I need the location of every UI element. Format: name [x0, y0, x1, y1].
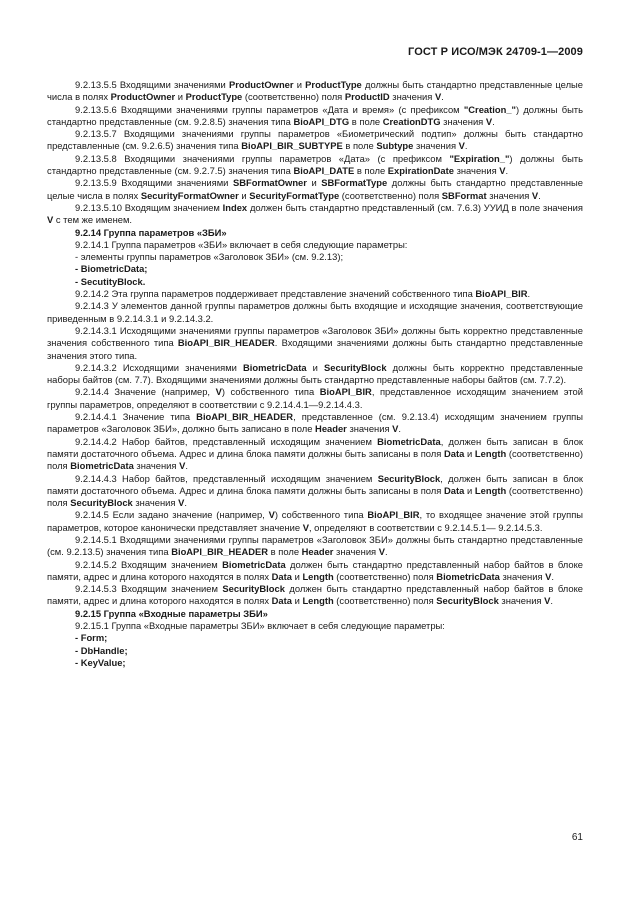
text-run: (соответственно) поля: [339, 189, 442, 201]
bold-term: BiometricData: [70, 460, 134, 472]
bold-term: - BiometricData;: [75, 263, 148, 275]
text-run: значения: [132, 497, 179, 509]
paragraph: [47, 263, 583, 275]
bold-term: Index: [222, 201, 248, 213]
text-run: ) собственного типа: [274, 509, 368, 521]
text-run: , представленное исходящим значением этой группы параметров, определяют в соответствии с 9.2.14.4.1—9.2.14.4.3.: [47, 386, 583, 410]
bold-term: SecurityBlock: [436, 595, 499, 607]
bold-term: V: [392, 423, 399, 435]
paragraph: [47, 79, 583, 104]
text-run: 9.2.13.5.7 Входящими значениями группы параметров «Биометрический подтип» должны быть стандартно представленные (см. 9.2.6.5) значения типа: [47, 128, 583, 152]
bold-term: V: [178, 497, 185, 509]
bold-term: ProductType: [185, 91, 243, 103]
bold-term: Length: [474, 447, 507, 459]
paragraph: [47, 288, 583, 300]
text-run: должны быть стандартно представленные целые числа в полях: [47, 79, 584, 103]
text-run: . Входящими значениями должны быть стандартно представленные значения этого типа.: [47, 337, 583, 361]
bold-term: SecurityFormatType: [249, 189, 340, 201]
text-run: (соответственно) поля: [47, 447, 583, 472]
bold-term: V: [544, 595, 551, 607]
bold-term: Length: [474, 484, 507, 496]
text-run: 9.2.14.5.1 Входящими значениями группы параметров «Заголовок ЗБИ» должны быть стандартно представленные (см. 9.2.13.5) значения типа: [47, 533, 583, 558]
text-run: значения: [413, 140, 459, 152]
text-run: (соответственно) поля: [47, 484, 583, 509]
paragraph: [47, 534, 583, 559]
bold-term: Data: [271, 595, 292, 607]
text-run: , определяют в соответствии с 9.2.14.5.1— 9.2.14.5.3.: [308, 521, 543, 533]
paragraph: [47, 509, 583, 534]
text-run: значения: [389, 91, 435, 103]
bold-term: ExpirationDate: [387, 165, 454, 177]
text-run: 9.2.14.4.1 Значение типа: [75, 411, 197, 423]
paragraph: [47, 362, 583, 387]
bold-term: Data: [444, 447, 465, 459]
text-run: значения: [440, 115, 486, 127]
paragraph: [47, 251, 583, 263]
paragraph: [47, 300, 583, 325]
text-run: 9.2.14.5 Если задано значение (например,: [75, 509, 269, 521]
bold-term: - SecutityBlock.: [75, 275, 146, 287]
text-run: 9.2.14.5.3 Входящим значением: [75, 583, 223, 595]
paragraph: [47, 645, 583, 657]
bold-term: SecurityBlock: [377, 472, 441, 484]
bold-term: SBFormatOwner: [232, 177, 307, 189]
bold-term: BioAPI_DATE: [293, 165, 355, 177]
text-run: .: [184, 497, 187, 509]
text-run: .: [550, 595, 553, 607]
text-run: значения: [486, 189, 532, 201]
bold-term: V: [179, 460, 186, 472]
text-run: должен быть стандартно представленный набор байтов в блоке памяти, адрес и длина которого находятся в полях: [47, 583, 583, 607]
text-run: и: [306, 361, 325, 373]
paragraph: [47, 632, 583, 644]
paragraph: [47, 559, 583, 584]
paragraph: [47, 153, 583, 178]
bold-term: BioAPI_BIR: [319, 386, 372, 398]
text-run: значения: [133, 460, 180, 472]
paragraph: [47, 657, 583, 669]
bold-term: V: [302, 521, 309, 533]
text-run: должны быть стандартно представленные целые числа в полях: [47, 177, 583, 201]
bold-term: "Expiration_": [449, 152, 510, 164]
text-run: и: [464, 484, 475, 496]
bold-term: ProductID: [344, 91, 390, 103]
bold-term: SecurityBlock: [324, 361, 387, 373]
bold-term: Subtype: [376, 140, 414, 152]
text-run: - элементы группы параметров «Заголовок ЗБИ» (см. 9.2.13);: [75, 251, 344, 263]
text-run: , представленное (см. 9.2.13.4) исходящим значением группы параметров «Заголовок ЗБИ», должно быть записано в поле: [47, 411, 583, 435]
bold-term: Data: [444, 484, 465, 496]
text-run: значения: [346, 423, 393, 435]
text-run: 9.2.14.3.2 Исходящими значениями: [75, 361, 243, 373]
bold-term: V: [485, 115, 493, 127]
text-run: в поле: [354, 165, 388, 177]
paragraph: [47, 177, 583, 202]
text-run: ) собственного типа: [221, 386, 320, 398]
text-run: .: [505, 165, 509, 177]
text-run: 9.2.14.2 Эта группа параметров поддерживает представление значений собственного типа: [75, 288, 476, 300]
bold-term: - Form;: [75, 632, 108, 644]
text-run: 9.2.13.5.10 Входящим значением: [75, 201, 223, 213]
text-run: с тем же именем.: [53, 214, 133, 226]
text-run: должен быть стандартно представленный набор байтов в блоке памяти, адрес и длина которого находятся в полях: [47, 558, 583, 582]
bold-term: Header: [301, 546, 334, 558]
paragraph: [47, 239, 583, 251]
paragraph: [47, 583, 583, 608]
document-body: [47, 79, 583, 669]
text-run: 9.2.14.3.1 Исходящими значениями группы параметров «Заголовок ЗБИ» должны быть корректно представленные значения собственного типа: [47, 324, 583, 349]
text-run: и: [291, 595, 303, 607]
text-run: 9.2.13.5.9 Входящими значениями: [75, 177, 233, 189]
bold-term: BiometricData: [377, 435, 441, 447]
text-run: 9.2.13.5.8 Входящими значениями группы параметров «Дата» (с префиксом: [75, 152, 450, 164]
bold-term: V: [545, 570, 552, 582]
text-run: 9.2.14.1 Группа параметров «ЗБИ» включает в себя следующие параметры:: [75, 238, 408, 250]
text-run: 9.2.14.5.2 Входящим значением: [75, 558, 223, 570]
bold-term: V: [378, 546, 386, 558]
bold-term: SecurityBlock: [70, 497, 133, 509]
bold-term: BioAPI_BIR_SUBTYPE: [241, 140, 343, 152]
bold-term: SecurityBlock: [222, 583, 285, 595]
text-run: в поле: [342, 140, 377, 152]
text-run: , должен быть записан в блок памяти достаточного объема. Адрес и длина блока памяти должны быть записаны в поля: [47, 435, 584, 459]
bold-term: BioAPI_BIR_HEADER: [196, 411, 294, 423]
page-number: 61: [571, 832, 583, 843]
paragraph: [47, 104, 583, 129]
text-run: в поле: [268, 546, 302, 558]
text-run: , должен быть записан в блок памяти достаточного объема. Адрес и длина блока памяти должны быть записаны в поля: [47, 472, 584, 496]
text-run: .: [527, 288, 531, 300]
bold-term: Length: [302, 570, 334, 582]
text-run: значения: [499, 570, 546, 582]
bold-term: Data: [271, 570, 292, 582]
text-run: и: [291, 570, 303, 582]
bold-term: V: [499, 165, 506, 177]
bold-term: BiometricData: [436, 570, 500, 582]
bold-term: ProductType: [305, 79, 362, 90]
paragraph: [47, 227, 583, 239]
text-run: .: [492, 115, 495, 127]
bold-term: BioAPI_BIR: [475, 288, 528, 300]
paragraph: [47, 325, 583, 362]
text-run: .: [441, 91, 444, 103]
bold-term: "Creation_": [463, 103, 516, 115]
text-run: 9.2.15.1 Группа «Входные параметры ЗБИ» включает в себя следующие параметры:: [75, 620, 445, 632]
bold-term: 9.2.14 Группа параметров «ЗБИ»: [75, 226, 227, 238]
bold-term: - DbHandle;: [75, 644, 128, 656]
bold-term: BioAPI_BIR_HEADER: [177, 337, 275, 349]
text-run: 9.2.14.3 У элементов данной группы параметров должны быть входящие и исходящие значения, соответствующие приведенным в 9.2.14.3.1 и 9.2.14.3.2.: [47, 300, 583, 324]
paragraph: [47, 411, 583, 436]
bold-term: V: [268, 509, 275, 521]
text-run: должны быть корректно представленные наборы байтов (см. 7.7). Входящими значениями должны быть стандартно представленные наборы байтов (см. 7.7.2).: [47, 361, 583, 386]
bold-term: Length: [302, 595, 334, 607]
text-run: и: [293, 79, 306, 90]
bold-term: V: [531, 189, 539, 201]
text-run: значения: [453, 165, 500, 177]
text-run: (соответственно) поля: [333, 570, 437, 582]
text-run: должен быть стандартно представленный (см. 7.6.3) УУИД в поле значения: [247, 201, 583, 213]
text-run: ) должны быть стандартно представленные (см. 9.2.8.5) значения типа: [47, 103, 583, 127]
text-run: 9.2.14.4.3 Набор байтов, представленный исходящим значением: [75, 472, 378, 484]
bold-term: V: [458, 140, 465, 152]
text-run: (соответственно) поля: [242, 91, 345, 103]
text-run: .: [185, 460, 188, 472]
text-run: (соответственно) поля: [333, 595, 437, 607]
bold-term: V: [215, 386, 222, 398]
bold-term: SBFormat: [441, 189, 487, 201]
bold-term: BioAPI_DTG: [293, 115, 350, 127]
page-header: ГОСТ Р ИСО/МЭК 24709-1—2009: [408, 46, 583, 58]
paragraph: [47, 473, 583, 510]
bold-term: ProductOwner: [110, 91, 176, 103]
text-run: значения: [333, 546, 379, 558]
text-run: значения: [498, 595, 545, 607]
text-run: .: [464, 140, 468, 152]
text-run: .: [385, 546, 388, 558]
text-run: 9.2.14.4 Значение (например,: [75, 386, 216, 398]
text-run: .: [538, 189, 541, 201]
bold-term: SecurityFormatOwner: [140, 189, 239, 201]
text-run: .: [398, 423, 402, 435]
bold-term: V: [47, 214, 54, 226]
paragraph: [47, 202, 583, 227]
text-run: и: [306, 177, 322, 189]
bold-term: BiometricData: [243, 361, 307, 373]
text-run: 9.2.13.5.6 Входящими значениями группы параметров «Дата и время» (с префиксом: [75, 103, 464, 115]
text-run: , то входящее значение этой группы параметров, которое канонически представляет значение: [47, 509, 584, 533]
bold-term: CreationDTG: [382, 115, 441, 127]
text-run: и: [175, 91, 186, 103]
text-run: и: [238, 189, 250, 201]
paragraph: [47, 620, 583, 632]
paragraph: [47, 128, 583, 153]
paragraph: [47, 386, 583, 411]
text-run: 9.2.13.5.5 Входящими значениями: [75, 79, 229, 90]
text-run: .: [551, 570, 555, 582]
text-run: в поле: [349, 115, 383, 127]
bold-term: SBFormatType: [321, 177, 388, 189]
paragraph: [47, 276, 583, 288]
bold-term: V: [434, 91, 442, 103]
text-run: ) должны быть стандартно представленные (см. 9.2.7.5) значения типа: [47, 152, 583, 177]
bold-term: - KeyValue;: [75, 656, 126, 668]
bold-term: BioAPI_BIR: [367, 509, 420, 521]
text-run: и: [464, 447, 475, 459]
bold-term: BiometricData: [222, 558, 286, 570]
bold-term: BioAPI_BIR_HEADER: [171, 546, 269, 558]
bold-term: ProductOwner: [228, 79, 294, 90]
text-run: 9.2.14.4.2 Набор байтов, представленный исходящим значением: [75, 435, 378, 447]
paragraph: [47, 436, 583, 473]
bold-term: Header: [315, 423, 347, 435]
paragraph: [47, 608, 583, 620]
bold-term: 9.2.15 Группа «Входные параметры ЗБИ»: [75, 607, 268, 619]
